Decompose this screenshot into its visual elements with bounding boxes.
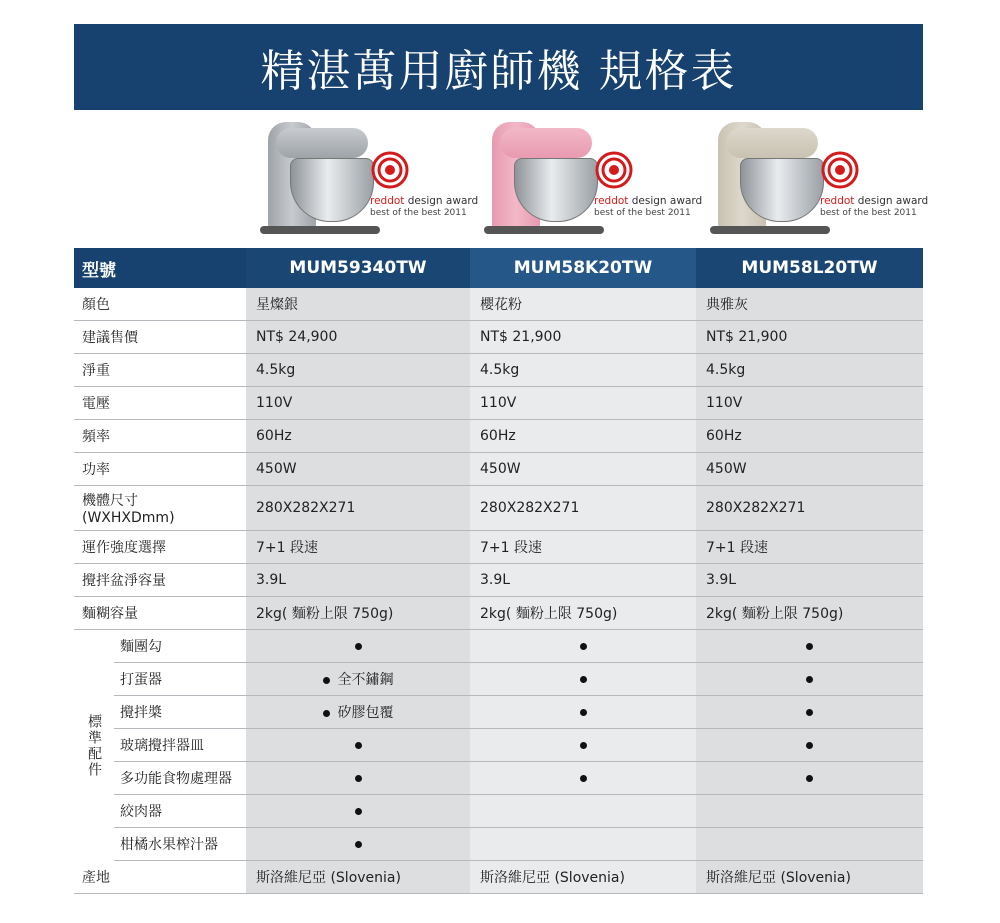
spec-label [74,597,246,630]
included-dot-icon [355,742,362,749]
model-header-label: 型號 [74,248,246,288]
spec-value: 典雅灰 [696,288,923,321]
spec-label [74,321,246,354]
included-dot-icon [806,709,813,716]
included-dot-icon [355,808,362,815]
accessory-row [74,729,923,762]
spec-row [74,387,923,420]
spec-label [74,453,246,486]
accessory-value [470,630,696,663]
spec-label-text: 頻率 [82,429,110,445]
product-image-2 [470,110,703,248]
mixer-foot [484,226,604,234]
award-caption: reddot design award best of the best 2011 [820,195,929,218]
spec-value: 3.9L [246,564,470,597]
included-dot-icon [323,677,330,684]
included-dot-icon [580,742,587,749]
spec-value: 2kg( 麵粉上限 750g) [470,597,696,630]
spec-value: 7+1 段速 [246,531,470,564]
spec-label [74,354,246,387]
accessory-label-text: 攪拌槳 [120,705,162,721]
accessory-value [246,762,470,795]
included-dot-icon [806,643,813,650]
included-dot-icon [323,710,330,717]
spec-label: 產地 [74,861,246,894]
accessory-value [696,696,923,729]
reddot-award-icon [370,150,410,190]
spec-row [74,531,923,564]
accessory-value [696,630,923,663]
included-dot-icon [355,643,362,650]
accessory-label-text: 麵團勾 [120,639,162,655]
accessory-value [470,663,696,696]
spec-value: 櫻花粉 [470,288,696,321]
accessory-note: 矽膠包覆 [337,705,394,721]
spec-label [74,387,246,420]
included-dot-icon [580,643,587,650]
spec-label-text: 淨重 [82,363,110,379]
product-image-3 [696,110,929,248]
accessory-value [470,729,696,762]
mixer-arm [500,128,592,158]
spec-value: 110V [246,387,470,420]
accessory-value [696,663,923,696]
stand-mixer-icon [256,122,386,240]
included-dot-icon [355,841,362,848]
model-name: MUM58L20TW [696,248,923,288]
accessory-value [696,762,923,795]
spec-value: 280X282X271 [696,486,923,531]
included-dot-icon [806,676,813,683]
accessory-label-text: 打蛋器 [120,672,162,688]
spec-label-text: 運作強度選擇 [82,540,166,556]
spec-value: NT$ 24,900 [246,321,470,354]
spec-label-text: 功率 [82,462,110,478]
spec-row [74,321,923,354]
accessory-label-text: 多功能食物處理器 [120,771,232,787]
accessory-label-text: 玻璃攪拌器皿 [120,738,204,754]
spec-value: 450W [470,453,696,486]
accessory-value [696,729,923,762]
spec-label-text: 電壓 [82,396,110,412]
accessory-value [696,795,923,828]
page-title: 精湛萬用廚師機 規格表 [74,24,923,110]
product-images [74,110,929,248]
model-name: MUM59340TW [246,248,470,288]
accessory-label-text: 絞肉器 [120,804,162,820]
spec-value: 3.9L [696,564,923,597]
award-caption: reddot design award best of the best 2011 [370,195,479,218]
accessory-value [470,795,696,828]
spec-value: 斯洛維尼亞 (Slovenia) [696,861,923,894]
accessory-row [74,762,923,795]
spec-value: 4.5kg [246,354,470,387]
spec-value: 星燦銀 [246,288,470,321]
spec-label [74,288,246,321]
spec-value: 280X282X271 [470,486,696,531]
spec-value: 2kg( 麵粉上限 750g) [246,597,470,630]
spec-value: 450W [696,453,923,486]
accessory-row [74,630,923,663]
spec-value: 110V [470,387,696,420]
accessory-value [470,828,696,861]
spec-label [74,486,246,531]
mixer-arm [726,128,818,158]
accessory-value [470,696,696,729]
accessory-value [246,729,470,762]
mixer-foot [710,226,830,234]
model-header-row [74,248,923,288]
spec-row [74,564,923,597]
spec-value: 4.5kg [470,354,696,387]
spec-value: 3.9L [470,564,696,597]
spec-row [74,354,923,387]
spec-value: 斯洛維尼亞 (Slovenia) [470,861,696,894]
spec-value: 60Hz [696,420,923,453]
spec-value: 110V [696,387,923,420]
accessory-value [696,828,923,861]
spec-label-unit: (WXHXDmm) [82,510,175,526]
included-dot-icon [580,709,587,716]
accessory-group-label [74,630,114,861]
included-dot-icon [580,676,587,683]
reddot-award-icon [594,150,634,190]
accessory-row [74,696,923,729]
accessory-value [246,663,470,696]
spec-label-text: 攪拌盆淨容量 [82,573,166,589]
mixer-foot [260,226,380,234]
included-dot-icon [806,742,813,749]
spec-label-text: 建議售價 [82,330,138,346]
reddot-award-icon [820,150,860,190]
accessory-row [74,828,923,861]
spec-value: 60Hz [246,420,470,453]
accessory-group-text: 標準配件 [86,713,102,778]
spec-value: NT$ 21,900 [696,321,923,354]
spec-value: 4.5kg [696,354,923,387]
accessory-value [246,630,470,663]
accessory-row [74,663,923,696]
spec-label [74,564,246,597]
spec-value: 7+1 段速 [470,531,696,564]
accessory-value [246,696,470,729]
accessory-value [246,795,470,828]
spec-value: NT$ 21,900 [470,321,696,354]
spec-row [74,486,923,531]
accessory-label-text: 柑橘水果榨汁器 [120,837,218,853]
accessory-row [74,795,923,828]
spec-row [74,597,923,630]
included-dot-icon [580,775,587,782]
accessory-note: 全不鏽鋼 [337,672,394,688]
award-caption: reddot design award best of the best 2011 [594,195,703,218]
spec-value: 2kg( 麵粉上限 750g) [696,597,923,630]
product-image-1 [246,110,479,248]
spec-label [74,420,246,453]
spec-label-text: 麵糊容量 [82,606,138,622]
included-dot-icon [355,775,362,782]
spec-value: 7+1 段速 [696,531,923,564]
accessory-value [246,828,470,861]
spec-label [74,531,246,564]
spec-table [74,248,923,894]
accessory-value [470,762,696,795]
spec-value: 450W [246,453,470,486]
stand-mixer-icon [706,122,836,240]
spec-value: 斯洛維尼亞 (Slovenia) [246,861,470,894]
spec-body [74,288,923,894]
spec-row [74,420,923,453]
spec-label-text: 機體尺寸 [82,493,138,509]
mixer-arm [276,128,368,158]
included-dot-icon [806,775,813,782]
spec-row-origin [74,861,923,894]
spec-row [74,453,923,486]
spec-label-text: 顏色 [82,297,110,313]
model-name: MUM58K20TW [470,248,696,288]
spec-value: 280X282X271 [246,486,470,531]
spec-row [74,288,923,321]
spec-value: 60Hz [470,420,696,453]
stand-mixer-icon [480,122,610,240]
